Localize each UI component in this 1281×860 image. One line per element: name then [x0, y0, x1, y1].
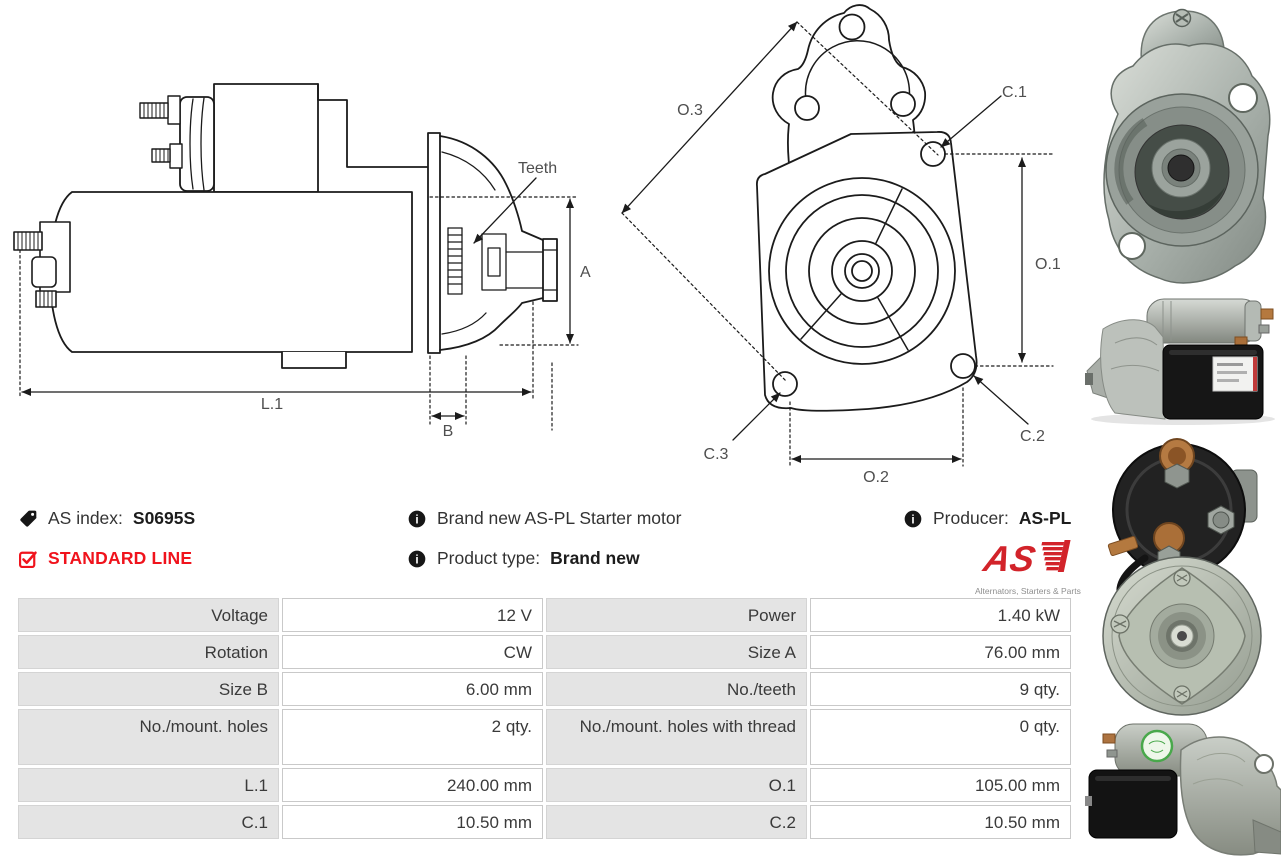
svg-text:i: i: [415, 553, 419, 567]
spec-value-cell: 76.00 mm: [810, 635, 1071, 669]
svg-text:i: i: [911, 513, 915, 527]
product-type-row: [407, 548, 640, 569]
dim-a-label: A: [580, 264, 591, 281]
as-index-row: [18, 508, 195, 529]
spec-label-cell: Power: [546, 598, 807, 632]
tag-icon: [18, 509, 38, 529]
producer-value: AS-PL: [1018, 508, 1072, 528]
brand-new-text: Brand new AS-PL Starter motor: [437, 508, 682, 528]
as-index-value: S0695S: [132, 508, 196, 528]
standard-line-label: STANDARD LINE: [48, 548, 193, 568]
product-type-label: Product type:: [437, 548, 541, 568]
teeth-label: Teeth: [518, 160, 558, 177]
as-pl-logo-subtext: Alternators, Starters & Parts: [975, 586, 1081, 596]
starter-front-flange-photo: [1085, 2, 1281, 294]
producer-label: Producer:: [933, 508, 1009, 528]
spec-value-cell: 6.00 mm: [282, 672, 543, 706]
spec-label-cell: C.2: [546, 805, 807, 839]
spec-label-cell: Size B: [18, 672, 279, 706]
spec-label-cell: Size A: [546, 635, 807, 669]
table-row: [18, 805, 1071, 839]
dim-b-label: B: [442, 423, 454, 440]
info-icon: [407, 549, 427, 569]
spec-label-cell: Voltage: [18, 598, 279, 632]
checkbox-checked-icon: [18, 549, 38, 569]
spec-label-cell: O.1: [546, 768, 807, 802]
spec-value-cell: 10.50 mm: [282, 805, 543, 839]
svg-text:i: i: [415, 513, 419, 527]
starter-side-view-photo: [1085, 293, 1281, 427]
dim-c3-label: C.3: [703, 446, 729, 463]
dim-c2-label: C.2: [1020, 428, 1045, 445]
spec-value-cell: 9 qty.: [810, 672, 1071, 706]
spec-value-cell: 1.40 kW: [810, 598, 1071, 632]
green-sticker: [1142, 731, 1172, 761]
spec-table: [18, 598, 1071, 842]
table-row: [18, 672, 1071, 706]
table-row: [18, 709, 1071, 765]
starter-rear-solenoid-photo: [1093, 428, 1275, 718]
spec-label-cell: C.1: [18, 805, 279, 839]
starter-side-view-drawing: [0, 0, 620, 480]
producer-row: [903, 508, 1071, 529]
spec-value-cell: 10.50 mm: [810, 805, 1071, 839]
dim-c1-label: C.1: [1002, 84, 1027, 101]
info-icon: [407, 509, 427, 529]
starter-front-view-drawing: [600, 0, 1090, 490]
standard-line-row: [18, 548, 192, 569]
spec-value-cell: 105.00 mm: [810, 768, 1071, 802]
spec-label-cell: Rotation: [18, 635, 279, 669]
as-logo-text: AS: [980, 538, 1039, 579]
dim-o2-label: O.2: [863, 469, 889, 486]
info-icon: [903, 509, 923, 529]
product-type-value: Brand new: [550, 548, 640, 568]
spec-value-cell: 2 qty.: [282, 709, 543, 765]
spec-value-cell: 0 qty.: [810, 709, 1071, 765]
spec-value-cell: CW: [282, 635, 543, 669]
spec-label-cell: No./teeth: [546, 672, 807, 706]
spec-label-cell: No./mount. holes: [18, 709, 279, 765]
table-row: [18, 635, 1071, 669]
as-pl-logo-icon: [975, 538, 1077, 580]
starter-side-view-alt-photo: [1085, 720, 1281, 860]
as-pl-logo: [975, 538, 1081, 596]
spec-label-cell: L.1: [18, 768, 279, 802]
table-row: [18, 768, 1071, 802]
dim-o3-label: O.3: [677, 102, 703, 119]
spec-value-cell: 12 V: [282, 598, 543, 632]
table-row: [18, 598, 1071, 632]
brand-new-row: [407, 508, 681, 529]
spec-label-cell: No./mount. holes with thread: [546, 709, 807, 765]
as-index-label: AS index:: [48, 508, 123, 528]
dim-o1-label: O.1: [1035, 256, 1061, 273]
spec-value-cell: 240.00 mm: [282, 768, 543, 802]
dim-l1-label: L.1: [260, 396, 284, 413]
